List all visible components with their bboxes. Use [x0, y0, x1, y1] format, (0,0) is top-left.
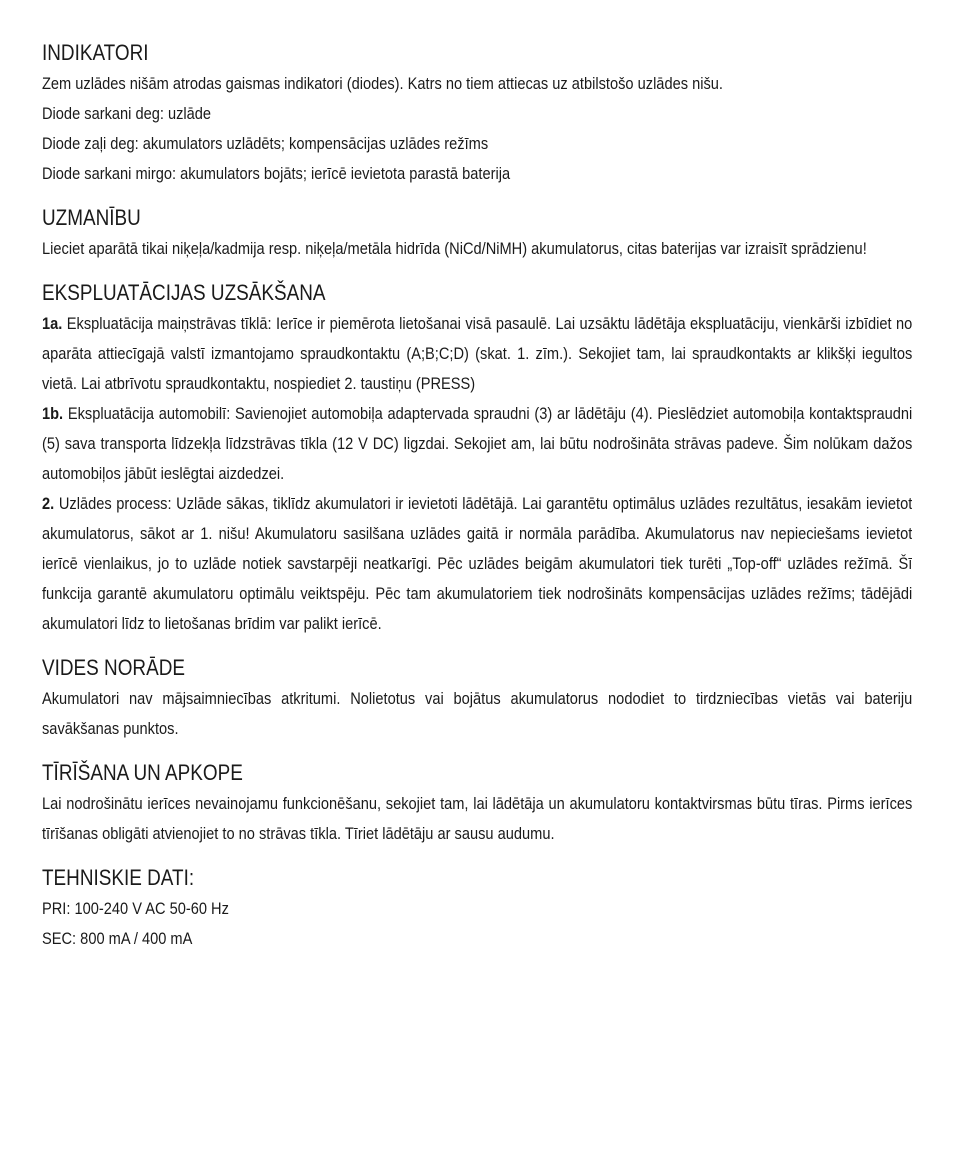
section-vides [42, 653, 912, 744]
indikatori-line-3: Diode zaļi deg: akumulators uzlādēts; kompensācijas uzlādes režīms [42, 134, 489, 153]
indikatori-line-1: Zem uzlādes nišām atrodas gaismas indikatori (diodes). Katrs no tiem attiecas uz atbilstošo uzlādes nišu. [42, 74, 723, 93]
indikatori-line-4: Diode sarkani mirgo: akumulators bojāts; ierīcē ievietota parastā baterija [42, 164, 511, 183]
tehniskie-sec: SEC: 800 mA / 400 mA [42, 929, 193, 948]
item-label-1a: 1a. [42, 314, 63, 333]
item-label-1b: 1b. [42, 404, 64, 423]
vides-text: Akumulatori nav mājsaimniecības atkritumi. Nolietotus vai bojātus akumulatorus nododiet to tirdzniecības vietās vai bateriju savākšanas punktos. [42, 689, 912, 738]
section-indikatori [42, 38, 912, 189]
heading-ekspluatacija: EKSPLUATĀCIJAS UZSĀKŠANA [42, 280, 326, 305]
tirisana-text: Lai nodrošinātu ierīces nevainojamu funkcionēšanu, sekojiet tam, lai lādētāja un akumulatoru kontaktvirsmas būtu tīras. Pirms ierīces tīrīšanas obligāti atvienojiet to no strāvas tīkla. Tīriet lādētāju ar sausu audumu. [42, 794, 912, 843]
ekspluatacija-item-2 [42, 489, 912, 639]
heading-vides: VIDES NORĀDE [42, 655, 185, 680]
item-label-2: 2. [42, 494, 55, 513]
indikatori-line-2: Diode sarkani deg: uzlāde [42, 104, 212, 123]
section-uzmanibu [42, 203, 912, 264]
heading-tehniskie: TEHNISKIE DATI: [42, 865, 195, 890]
heading-tirisana: TĪRĪŠANA UN APKOPE [42, 760, 243, 785]
section-ekspluatacija [42, 278, 912, 639]
uzmanibu-text: Lieciet aparātā tikai niķeļa/kadmija resp. niķeļa/metāla hidrīda (NiCd/NiMH) akumulatorus, citas baterijas var izraisīt sprādzienu! [42, 239, 867, 258]
document-page [42, 38, 912, 968]
heading-indikatori: INDIKATORI [42, 40, 149, 65]
tehniskie-pri: PRI: 100-240 V AC 50-60 Hz [42, 899, 229, 918]
item-text-2: Uzlādes process: Uzlāde sākas, tiklīdz akumulatori ir ievietoti lādētājā. Lai garantētu optimālus uzlādes rezultātus, iesakām ievietot akumulatorus, sākot ar 1. nišu! Akumulatoru sasilšana uzlādes gaitā ir normāla parādība. Akumulatorus nav nepieciešams ievietot ierīcē vienlaikus, jo to uzlāde notiek savstarpēji neatkarīgi. Pēc uzlādes beigām akumulatori tiek turēti „Top-off“ uzlādes režīmā. Šī funkcija garantē akumulatoru optimālu veiktspēju. Pēc tam akumulatoriem tiek nodrošināts kompensācijas uzlādes režīms; tādējādi akumulatori līdz to lietošanas brīdim var palikt ierīcē. [42, 494, 912, 633]
item-text-1b: Ekspluatācija automobilī: Savienojiet automobiļa adaptervada spraudni (3) ar lādētāju (4). Pieslēdziet automobiļa kontaktspraudni (5) sava transporta līdzekļa līdzstrāvas tīkla (12 V DC) ligzdai. Sekojiet am, lai būtu nodrošināta strāvas padeve. Šim nolūkam dažos automobiļos jābūt ieslēgtai aizdedzei. [42, 404, 912, 483]
item-text-1a: Ekspluatācija maiņstrāvas tīklā: Ierīce ir piemērota lietošanai visā pasaulē. Lai uzsāktu lādētāja ekspluatāciju, vienkārši izbīdiet no aparāta attiecīgajā valstī izmantojamo spraudkontaktu (A;B;C;D) (skat. 1. zīm.). Sekojiet tam, lai spraudkontakts ar klikšķi iegultos vietā. Lai atbrīvotu spraudkontaktu, nospiediet 2. taustiņu (PRESS) [42, 314, 912, 393]
section-tehniskie [42, 863, 912, 954]
section-tirisana [42, 758, 912, 849]
ekspluatacija-item-1b [42, 399, 912, 489]
heading-uzmanibu: UZMANĪBU [42, 205, 141, 230]
ekspluatacija-item-1a [42, 309, 912, 399]
